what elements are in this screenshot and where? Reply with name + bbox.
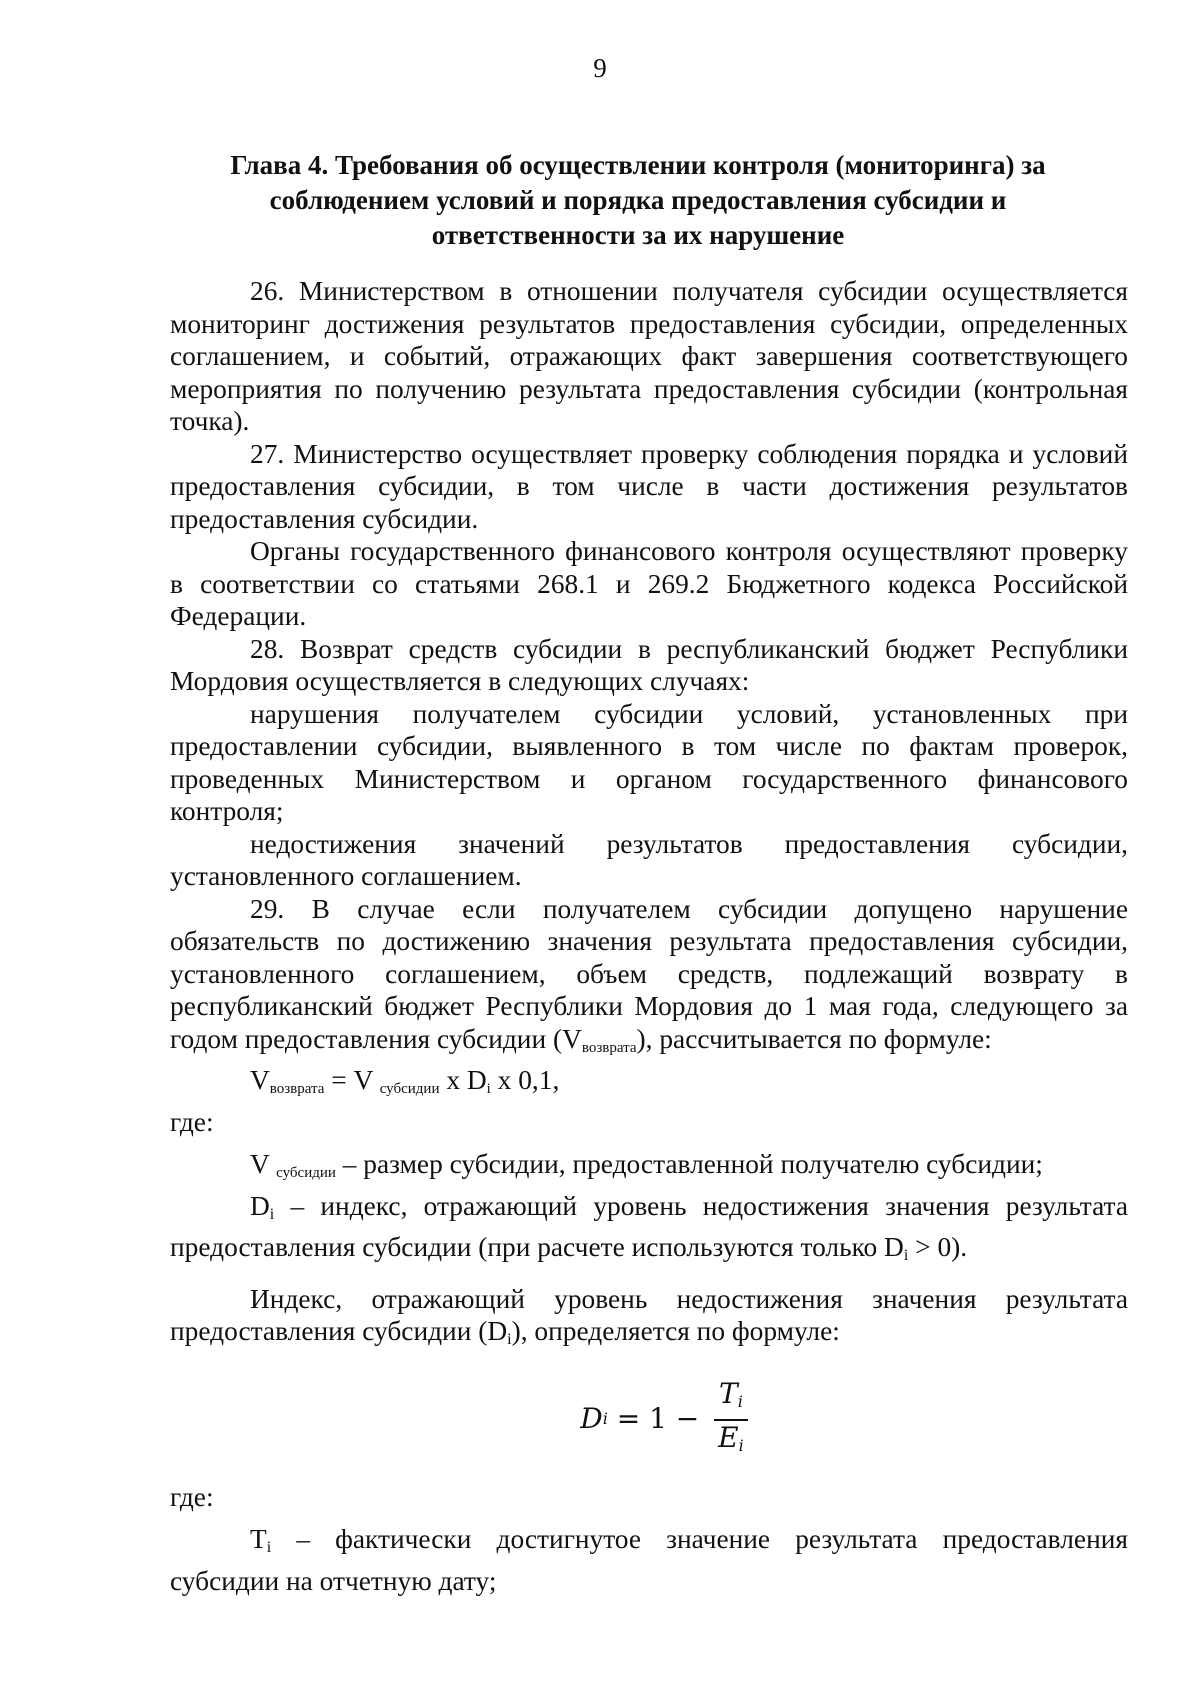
paragraph-26: 26. Министерством в отношении получателя субсидии осуществляется мониторинг достижения результатов предоставления субсидии, определенных соглашением, и событий, отражающих факт завершения соответствующего мероприятия по получению результата предоставления субсидии (контрольная точка). xyxy=(170,276,1128,436)
heading-line-2: соблюдением условий и порядка предоставления субсидии и xyxy=(269,185,1007,215)
formula1-sub-subsidy: субсидии xyxy=(379,1081,440,1097)
paragraph-29-text: 29. В случае если получателем субсидии допущено нарушение обязательств по достижению значения результата предоставления субсидии, установленного соглашением, объем средств, подлежащий возврату в республиканский бюджет Республики Мордовия до 1 мая года, следующего за годом предоставления субсидии (V xyxy=(170,893,1128,1054)
where-label-2: где: xyxy=(170,1481,214,1512)
heading-line-3: ответственности за их нарушение xyxy=(431,220,845,250)
formula1-sub-return: возврата xyxy=(269,1081,325,1097)
index-intro: Индекс, отражающий уровень недостижения значения результата предоставления субсидии (Di), определяется по формуле: xyxy=(170,1283,1128,1348)
paragraph-29-tail: ), рассчитывается по формуле: xyxy=(636,1023,992,1054)
definition-d-index: Di – индекс, отражающий уровень недостижения значения результата предоставления субсидии (при расчете используются только Di > 0). xyxy=(170,1190,1128,1264)
paragraph-29-subscript: возврата xyxy=(581,1039,637,1056)
where-label-1: где: xyxy=(170,1106,214,1137)
definition-t-actual: Ti – фактически достигнутое значение результата предоставления субсидии на отчетную дату; xyxy=(170,1524,1128,1596)
formula1-v: V xyxy=(250,1065,270,1095)
index-formula: D i = 1 − $\frac{Ti}{Ei}$ xyxy=(170,1377,1128,1463)
heading-line-1: Глава 4. Требования об осуществлении контроля (мониторинга) за xyxy=(230,150,1046,180)
index-fraction xyxy=(714,1377,748,1463)
paragraph-28: 28. Возврат средств субсидии в республиканский бюджет Республики Мордовия осуществляется в следующих случаях: xyxy=(170,633,1128,696)
return-volume-formula xyxy=(170,1064,1128,1106)
paragraph-28-case-nonachievement: недостижения значений результатов предоставления субсидии, установленного соглашением. xyxy=(170,828,1128,891)
fraction-numerator: Ti xyxy=(719,1376,743,1411)
formula1-sub-i: i xyxy=(486,1081,491,1097)
paragraph-29 xyxy=(170,893,1128,1065)
formula1-eq: = V xyxy=(324,1065,380,1095)
fraction-denominator: Ei xyxy=(718,1420,744,1455)
definition-v-subsidy: V субсидии – размер субсидии, предоставленной получателю субсидии; xyxy=(250,1149,1043,1181)
page-number: 9 xyxy=(593,53,607,83)
document-body xyxy=(170,275,1128,1597)
formula1-rest1: x D xyxy=(439,1065,487,1095)
paragraph-27-control: Органы государственного финансового контроля осуществляют проверку в соответствии со статьями 268.1 и 269.2 Бюджетного кодекса Российской Федерации. xyxy=(170,536,1128,631)
paragraph-27: 27. Министерство осуществляет проверку соблюдения порядка и условий предоставления субсидии, в том числе в части достижения результатов предоставления субсидии. xyxy=(170,438,1128,534)
chapter-heading xyxy=(230,148,1046,253)
formula1-rest2: x 0,1, xyxy=(490,1065,560,1095)
paragraph-28-case-violation: нарушения получателем субсидии условий, установленных при предоставлении субсидии, выявленного в том числе по фактам проверок, проведенных Министерством и органом государственного финансового контроля; xyxy=(170,698,1128,826)
